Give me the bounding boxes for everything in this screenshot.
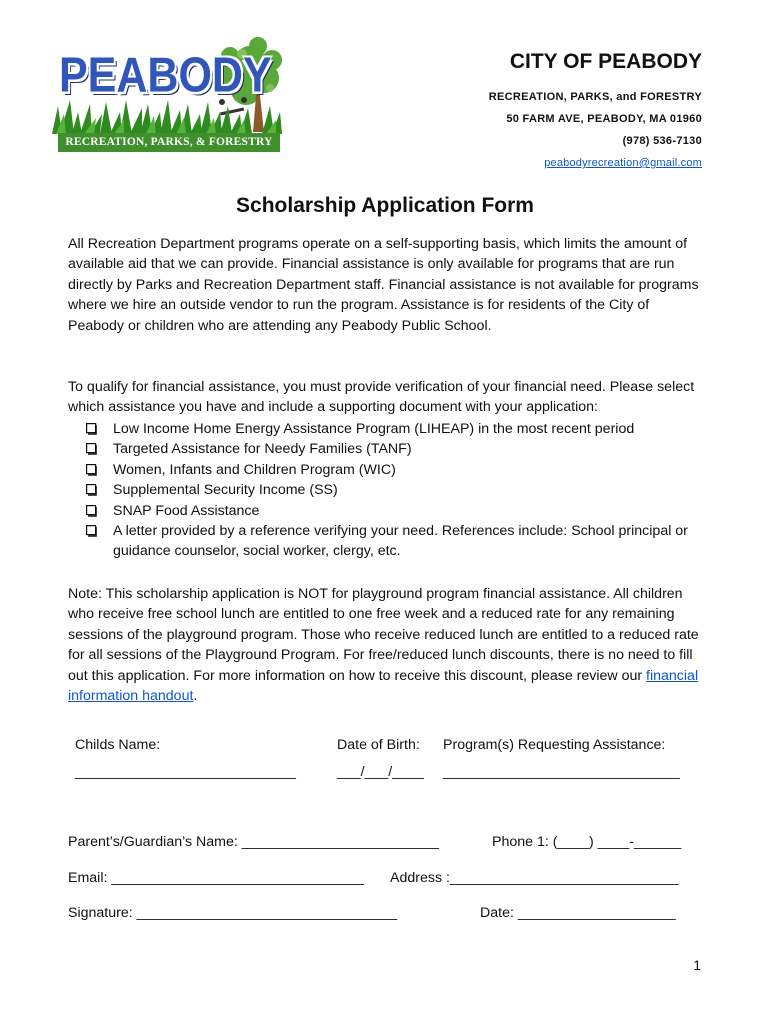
checklist-item <box>86 439 706 459</box>
checklist-label: Low Income Home Energy Assistance Program (LIHEAP) in the most recent period <box>113 421 635 437</box>
phone-field[interactable]: Phone 1: (____) ____-______ <box>492 834 682 850</box>
dob-field[interactable]: ___/___/____ <box>337 764 424 780</box>
assistance-checklist <box>86 419 706 562</box>
email-field[interactable]: Email: ________________________________ <box>68 870 364 886</box>
checklist-item <box>86 419 706 439</box>
logo-tagline: RECREATION, PARKS, & FORESTRY <box>58 133 280 152</box>
checkbox-icon[interactable] <box>86 423 98 435</box>
city-name: CITY OF PEABODY <box>509 50 702 73</box>
checkbox-icon[interactable] <box>86 484 98 496</box>
address-field[interactable]: Address :_____________________________ <box>390 870 679 886</box>
checkbox-icon[interactable] <box>86 464 98 476</box>
department-name: RECREATION, PARKS, and FORESTRY <box>488 91 702 103</box>
intro-paragraph: All Recreation Department programs operate on a self-supporting basis, which limits the amount of available aid that we can provide. Financial assistance is only available for programs that are run directly by Parks and Recreation Department staff. Financial assistance is not available for programs where we hire an outside vendor to run the program. Assistance is for residents of the City of Peabody or children who are attending any Peabody Public School. <box>68 236 699 334</box>
financial-handout-link[interactable]: financial information handout <box>68 667 699 705</box>
checklist-item <box>86 521 706 562</box>
checklist-label: A letter provided by a reference verifying your need. References include: School principal or guidance counselor, social worker, clergy, etc. <box>113 523 688 560</box>
checklist-item <box>86 480 706 500</box>
note-text: Note: This scholarship application is NOT for playground program financial assistance. All children who receive free school lunch are entitled to one free week and a reduced rate for any remaining sessions of the playground program. Those who receive reduced lunch are entitled to a reduced rate for all sessions of the Playground Program. For free/reduced lunch discounts, there is no need to fill out this application. For more information on how to receive this discount, please review our <box>68 586 699 684</box>
note-end: . <box>193 688 198 705</box>
checklist-label: Targeted Assistance for Needy Families (TANF) <box>113 441 412 458</box>
child-name-field[interactable]: ____________________________ <box>75 764 296 780</box>
note-paragraph <box>68 584 708 706</box>
signature-field[interactable]: Signature: _________________________________ <box>68 905 398 921</box>
checklist-label: Women, Infants and Children Program (WIC) <box>113 461 396 478</box>
phone-number: (978) 536-7130 <box>622 135 702 147</box>
checklist-label: Supplemental Security Income (SS) <box>113 482 338 499</box>
checklist-item <box>86 501 706 521</box>
qualify-paragraph: To qualify for financial assistance, you must provide verification of your financial need. Please select which assistance you have and include a supporting document with your application: <box>68 379 695 416</box>
logo-wordmark: PEABODY <box>59 48 272 104</box>
dob-label: Date of Birth: <box>337 737 420 753</box>
letterhead <box>489 48 702 174</box>
child-name-label: Childs Name: <box>75 737 161 753</box>
parent-name-field[interactable]: Parent’s/Guardian’s Name: _________________________ <box>68 834 440 850</box>
date-field[interactable]: Date: ____________________ <box>480 905 676 921</box>
checkbox-icon[interactable] <box>86 525 98 537</box>
programs-field[interactable]: ______________________________ <box>443 764 680 780</box>
form-title: Scholarship Application Form <box>236 194 534 217</box>
checklist-label: SNAP Food Assistance <box>113 502 260 519</box>
checklist-item <box>86 460 706 480</box>
street-address: 50 FARM AVE, PEABODY, MA 01960 <box>506 113 702 125</box>
checkbox-icon[interactable] <box>86 505 98 517</box>
peabody-logo <box>50 34 284 156</box>
checkbox-icon[interactable] <box>86 443 98 455</box>
page-number: 1 <box>693 957 701 973</box>
email-link[interactable]: peabodyrecreation@gmail.com <box>544 157 702 169</box>
programs-label: Program(s) Requesting Assistance: <box>443 737 666 753</box>
